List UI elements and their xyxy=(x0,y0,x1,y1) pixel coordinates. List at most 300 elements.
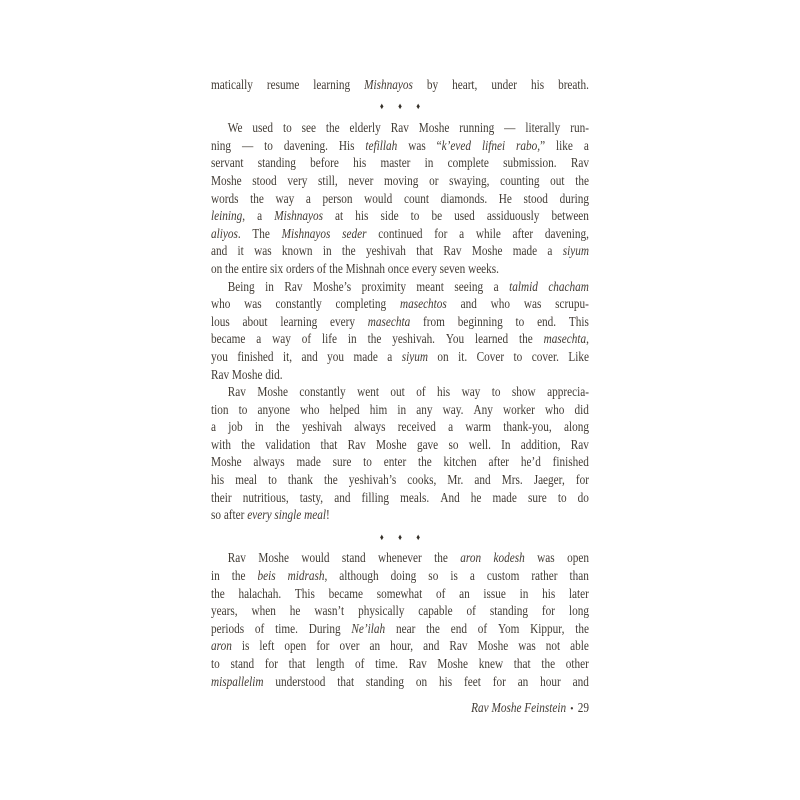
word-token xyxy=(258,401,290,419)
word-token xyxy=(493,673,506,691)
word-token xyxy=(369,637,380,655)
text-run: between xyxy=(551,208,589,224)
word-token xyxy=(375,655,398,673)
text-line xyxy=(211,506,589,524)
text-run: breath. xyxy=(558,77,589,92)
word-token xyxy=(228,383,246,401)
text-run: sure xyxy=(527,489,547,505)
word-token xyxy=(443,242,461,260)
word-token xyxy=(296,453,320,471)
text-run: cooks, xyxy=(407,472,437,488)
text-line xyxy=(211,366,589,384)
word-token xyxy=(377,585,423,603)
text-run: feet xyxy=(463,673,481,689)
text-run: an xyxy=(459,585,470,601)
word-token xyxy=(513,225,534,243)
text-run: way xyxy=(275,190,295,206)
word-token xyxy=(300,401,319,419)
word-token xyxy=(446,330,464,348)
text-run: count xyxy=(403,190,429,206)
text-run: ning xyxy=(211,137,232,153)
text-line xyxy=(211,602,589,620)
word-token xyxy=(302,418,342,436)
word-token xyxy=(301,549,329,567)
word-token xyxy=(400,295,447,313)
word-token xyxy=(423,313,445,331)
text-run: diamonds. xyxy=(440,190,488,206)
word-token xyxy=(472,242,503,260)
text-run: a xyxy=(459,225,465,241)
text-run: aliyos xyxy=(211,225,238,241)
text-line xyxy=(211,471,589,489)
text-run: periods xyxy=(211,620,245,636)
text-run: anyone xyxy=(257,401,290,417)
word-token xyxy=(400,489,429,507)
text-run: enter xyxy=(383,454,407,470)
word-token xyxy=(364,76,413,94)
text-run: a xyxy=(493,278,499,294)
text-run: Ne’ilah xyxy=(351,620,386,636)
word-token xyxy=(230,655,254,673)
text-run: Mrs. xyxy=(501,472,523,488)
footer-page-number: 29 xyxy=(577,700,589,716)
word-token xyxy=(365,137,397,155)
word-token xyxy=(211,172,242,190)
text-line xyxy=(211,207,589,225)
word-token xyxy=(521,436,561,454)
text-run: long xyxy=(568,603,589,619)
text-run: learning xyxy=(280,313,318,329)
text-run: to xyxy=(238,401,248,417)
text-run: Yom xyxy=(497,620,520,636)
text-run: to xyxy=(282,120,292,136)
word-token xyxy=(493,489,517,507)
text-run: end xyxy=(450,620,467,636)
word-token xyxy=(411,207,420,225)
word-token xyxy=(504,119,515,137)
text-line xyxy=(211,154,589,172)
text-run: Rav xyxy=(443,243,462,259)
word-token xyxy=(402,348,428,366)
text-run: see xyxy=(301,120,316,136)
section-break-ornament xyxy=(211,98,589,116)
word-token xyxy=(479,655,503,673)
text-run: he xyxy=(470,489,482,505)
text-run: for xyxy=(575,472,589,488)
text-run: and xyxy=(301,348,318,364)
text-run: and xyxy=(423,638,440,654)
text-run: became xyxy=(328,585,363,601)
text-run: master xyxy=(380,155,411,171)
word-token xyxy=(211,225,241,243)
text-run: open xyxy=(284,638,307,654)
word-token xyxy=(498,620,519,638)
word-token xyxy=(425,154,434,172)
text-line xyxy=(211,549,589,567)
text-run: in xyxy=(322,243,332,259)
text-run: In xyxy=(501,436,511,452)
text-run: yeshivah xyxy=(365,243,406,259)
text-line xyxy=(211,295,589,313)
word-token xyxy=(378,225,422,243)
text-run: to xyxy=(513,348,523,364)
text-run: submission. xyxy=(503,155,557,171)
text-run: of xyxy=(254,620,265,636)
word-token xyxy=(324,471,338,489)
text-line xyxy=(211,567,589,585)
text-line xyxy=(211,119,589,137)
text-run: physically xyxy=(358,603,405,619)
word-token xyxy=(503,154,556,172)
word-token xyxy=(228,418,242,436)
text-run: , xyxy=(324,568,328,584)
text-run: over xyxy=(339,638,360,654)
word-token xyxy=(313,278,351,296)
word-token xyxy=(447,471,463,489)
word-token xyxy=(316,637,329,655)
text-run: was xyxy=(523,296,542,312)
text-run: servant xyxy=(211,155,244,171)
word-token xyxy=(452,76,477,94)
text-run: during xyxy=(559,190,589,206)
word-token xyxy=(211,418,216,436)
text-run: to xyxy=(363,454,372,470)
text-line xyxy=(211,637,589,655)
word-token xyxy=(334,489,350,507)
text-run: masechtos xyxy=(399,296,447,312)
word-token xyxy=(276,190,295,208)
text-run: about xyxy=(242,313,268,329)
text-run: and xyxy=(474,472,491,488)
text-run: scrupu- xyxy=(555,296,589,312)
text-run: it xyxy=(237,243,244,259)
word-token xyxy=(440,489,459,507)
word-token xyxy=(416,383,425,401)
word-token xyxy=(478,637,509,655)
text-run: his xyxy=(211,472,225,488)
word-token xyxy=(490,602,528,620)
word-token xyxy=(366,242,406,260)
text-run: meals. xyxy=(400,489,430,505)
text-run: aron xyxy=(211,638,232,654)
text-run: open xyxy=(567,550,589,566)
text-run: show xyxy=(511,384,536,400)
text-run: apprecia- xyxy=(547,384,589,400)
diamond-icon: ♦ xyxy=(416,531,421,542)
word-token xyxy=(250,190,264,208)
text-run: Like xyxy=(568,348,589,364)
word-token xyxy=(524,295,541,313)
text-run: Any xyxy=(473,401,493,417)
word-token xyxy=(518,673,529,691)
word-token xyxy=(238,585,281,603)
word-token xyxy=(237,348,273,366)
text-run: finished xyxy=(552,454,589,470)
word-token xyxy=(512,383,536,401)
text-run: the xyxy=(241,436,256,452)
text-run: under xyxy=(491,77,517,92)
text-run: a xyxy=(387,348,393,364)
text-run: siyum xyxy=(562,243,589,259)
diamond-icon: ♦ xyxy=(398,531,402,542)
word-token xyxy=(482,137,505,155)
word-token xyxy=(553,453,589,471)
word-token xyxy=(366,673,404,691)
word-token xyxy=(528,489,547,507)
text-run: And xyxy=(440,489,460,505)
text-run: talmid xyxy=(509,278,538,294)
text-run: sure xyxy=(332,454,352,470)
word-token xyxy=(534,471,565,489)
word-token xyxy=(313,76,350,94)
text-run: job xyxy=(228,419,243,435)
word-token xyxy=(461,295,477,313)
text-run: masechta xyxy=(543,331,587,347)
word-token xyxy=(235,471,257,489)
word-token xyxy=(252,172,276,190)
word-token xyxy=(450,567,458,585)
word-token xyxy=(282,242,313,260)
word-token xyxy=(521,453,541,471)
word-token xyxy=(437,348,448,366)
word-token xyxy=(475,330,508,348)
word-token xyxy=(257,383,288,401)
word-token xyxy=(350,119,381,137)
text-run: do xyxy=(577,489,589,505)
word-token xyxy=(501,436,510,454)
word-token xyxy=(257,567,275,585)
word-token xyxy=(211,673,264,691)
text-run: tion xyxy=(211,401,229,417)
text-line xyxy=(211,225,589,243)
text-run: tefillah xyxy=(365,137,398,153)
paragraph xyxy=(211,383,589,524)
text-run: was xyxy=(254,243,272,259)
word-token xyxy=(503,418,551,436)
word-token xyxy=(276,418,290,436)
text-run: went xyxy=(357,384,379,400)
word-token xyxy=(283,119,292,137)
text-run: completing xyxy=(335,296,387,312)
word-token xyxy=(323,190,353,208)
text-run: the xyxy=(417,454,432,470)
word-token xyxy=(318,172,338,190)
text-run: run- xyxy=(570,120,589,136)
text-run: very xyxy=(287,172,308,188)
word-token xyxy=(459,225,464,243)
word-token xyxy=(280,313,317,331)
text-run: You xyxy=(445,331,465,347)
text-line xyxy=(211,453,589,471)
word-token xyxy=(564,418,589,436)
word-token xyxy=(460,549,481,567)
word-token xyxy=(416,278,443,296)
text-run: the xyxy=(325,120,340,136)
text-run: swaying, xyxy=(449,172,490,188)
word-token xyxy=(348,172,373,190)
text-run: the xyxy=(367,331,382,347)
text-run: on xyxy=(437,348,449,364)
word-token xyxy=(571,154,589,172)
text-run: an xyxy=(517,673,529,689)
word-token xyxy=(387,348,392,366)
word-token xyxy=(448,418,453,436)
word-token xyxy=(500,172,539,190)
text-run: leining xyxy=(211,208,243,224)
text-run: kodesh xyxy=(493,550,525,566)
word-token xyxy=(284,637,306,655)
text-run: finished xyxy=(237,348,274,364)
text-run: rather xyxy=(531,568,558,584)
text-line xyxy=(211,313,589,331)
text-run: elderly xyxy=(349,120,381,136)
word-token xyxy=(211,313,230,331)
text-run: of xyxy=(477,620,488,636)
word-token xyxy=(364,190,392,208)
text-run: able xyxy=(570,638,589,654)
text-run: of xyxy=(466,603,476,619)
word-token xyxy=(428,567,438,585)
word-token xyxy=(488,453,509,471)
text-run: the xyxy=(519,331,533,347)
word-token xyxy=(570,119,589,137)
word-token xyxy=(537,313,556,331)
text-run: always xyxy=(253,454,285,470)
text-run: so xyxy=(428,568,439,584)
text-run: moving xyxy=(384,172,419,188)
text-line xyxy=(211,242,589,260)
text-run: learned xyxy=(475,331,509,347)
text-run: his xyxy=(439,673,453,689)
text-run: way. xyxy=(442,401,464,417)
word-token xyxy=(416,242,433,260)
word-token xyxy=(357,383,379,401)
word-token xyxy=(407,471,436,489)
text-line xyxy=(211,673,589,691)
word-token xyxy=(384,453,406,471)
word-token xyxy=(478,620,487,638)
word-token xyxy=(275,673,325,691)
text-run: ” xyxy=(540,137,546,153)
text-body xyxy=(211,76,589,690)
word-token xyxy=(370,401,388,419)
word-token xyxy=(546,637,560,655)
text-run: was xyxy=(408,137,426,153)
word-token xyxy=(454,207,475,225)
word-token xyxy=(550,172,564,190)
text-run: resume xyxy=(266,77,300,92)
text-run: made xyxy=(512,243,538,259)
word-token xyxy=(462,383,481,401)
text-run: in xyxy=(347,331,357,347)
word-token xyxy=(459,585,470,603)
word-token xyxy=(418,453,432,471)
word-token xyxy=(545,401,564,419)
text-run: although xyxy=(339,568,379,584)
word-token xyxy=(530,620,564,638)
text-run: validation xyxy=(265,436,311,452)
text-run: was xyxy=(244,296,262,312)
text-run: Rav xyxy=(284,278,303,294)
text-run: gave xyxy=(416,436,439,452)
text-run: literally xyxy=(525,120,561,136)
text-run: the xyxy=(541,656,556,671)
text-run: in xyxy=(519,585,529,601)
diamond-icon: ♦ xyxy=(379,531,384,542)
word-token xyxy=(436,585,445,603)
word-token xyxy=(566,655,589,673)
word-token xyxy=(426,620,440,638)
word-token xyxy=(255,620,264,638)
word-token xyxy=(542,602,555,620)
text-run: meant xyxy=(416,278,444,294)
word-token xyxy=(558,489,567,507)
word-token xyxy=(362,278,406,296)
text-run: like xyxy=(556,137,573,153)
text-run: on xyxy=(415,673,428,689)
text-run: a xyxy=(211,419,217,435)
text-run: way xyxy=(272,331,291,347)
word-token xyxy=(211,567,220,585)
word-token xyxy=(239,401,248,419)
word-token xyxy=(390,383,404,401)
text-run: of xyxy=(416,384,426,400)
word-token xyxy=(302,330,311,348)
text-run: hour xyxy=(540,673,561,689)
word-token xyxy=(563,242,589,260)
text-run: the xyxy=(211,585,225,601)
word-token xyxy=(242,637,250,655)
text-run: used xyxy=(454,208,475,224)
text-run: and xyxy=(572,673,589,689)
word-token xyxy=(514,655,531,673)
word-token xyxy=(584,137,589,155)
word-token xyxy=(211,471,224,489)
text-run: while xyxy=(475,225,501,241)
text-run: Moshe xyxy=(211,172,242,188)
word-token xyxy=(211,242,227,260)
word-token xyxy=(358,602,404,620)
word-token xyxy=(390,637,413,655)
text-run: . xyxy=(237,225,241,241)
text-run: the xyxy=(231,568,246,584)
text-run: his xyxy=(436,384,451,400)
word-token xyxy=(339,137,355,155)
word-token xyxy=(289,655,306,673)
word-token xyxy=(211,655,220,673)
text-run: a xyxy=(448,419,454,435)
word-token xyxy=(575,620,589,638)
text-run: beis xyxy=(257,568,276,584)
word-token xyxy=(578,489,589,507)
text-run: Moshe xyxy=(477,638,509,654)
text-line xyxy=(211,260,589,278)
word-token xyxy=(416,673,427,691)
word-token xyxy=(265,436,310,454)
text-run: Jaeger, xyxy=(533,472,565,488)
text-run: standing xyxy=(365,673,405,689)
word-token xyxy=(353,154,366,172)
text-run: knew xyxy=(478,656,504,671)
word-token xyxy=(560,190,589,208)
word-token xyxy=(363,453,372,471)
text-run: after xyxy=(512,225,534,241)
word-token xyxy=(470,567,475,585)
word-token xyxy=(487,207,540,225)
word-token xyxy=(502,471,523,489)
text-line xyxy=(211,190,589,208)
text-run: mispallelim xyxy=(211,673,264,689)
